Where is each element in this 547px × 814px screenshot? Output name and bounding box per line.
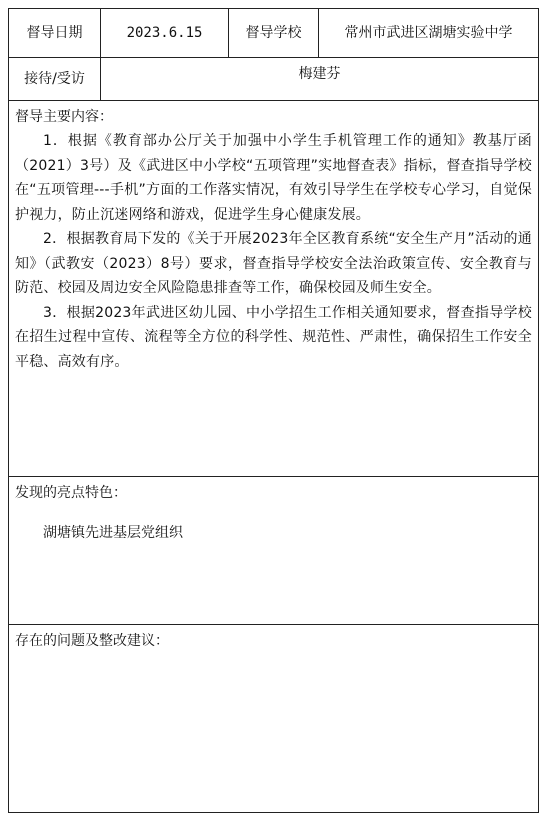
highlights-row: [9, 477, 539, 625]
school-label: 督导学校: [229, 9, 319, 58]
school-value: 常州市武进区湖塘实验中学: [319, 9, 539, 58]
highlights-section: [9, 477, 539, 625]
header-row-1: [9, 9, 539, 58]
main-content-section: [9, 101, 539, 477]
host-label: 接待/受访: [9, 58, 101, 101]
header-row-2: [9, 58, 539, 101]
supervision-record-form: [8, 8, 539, 813]
issues-row: [9, 625, 539, 813]
issues-section: [9, 625, 539, 813]
content-paragraph-3: 3．根据2023年武进区幼儿园、中小学招生工作相关通知要求，督查指导学校在招生过程中宣传、流程等全方位的科学性、规范性、严肃性，确保招生工作安全平稳、高效有序。: [15, 304, 532, 370]
highlights-title: 发现的亮点特色：: [15, 485, 127, 501]
highlight-item: 湖塘镇先进基层党组织: [43, 525, 183, 541]
host-value: 梅建芬: [101, 58, 539, 101]
content-row: [9, 101, 539, 477]
content-paragraph-2: 2．根据教育局下发的《关于开展2023年全区教育系统“安全生产月”活动的通知》（武教安（2023）8号）要求，督查指导学校安全法治政策宣传、安全教育与防范、校园及周边安全风险隐患排查等工作，确保校园及师生安全。: [15, 231, 532, 296]
issues-title: 存在的问题及整改建议：: [15, 633, 169, 649]
main-content-title: 督导主要内容：: [15, 109, 113, 125]
content-paragraph-1: 1．根据《教育部办公厅关于加强中小学生手机管理工作的通知》教基厅函（2021）3号）及《武进区中小学校“五项管理”实地督查表》指标，督查指导学校在“五项管理---手机”方面的工作落实情况，有效引导学生在学校专心学习，自觉保护视力，防止沉迷网络和游戏，促进学生身心健康发展。: [15, 133, 532, 223]
date-value: 2023.6.15: [101, 9, 229, 58]
date-label: 督导日期: [9, 9, 101, 58]
